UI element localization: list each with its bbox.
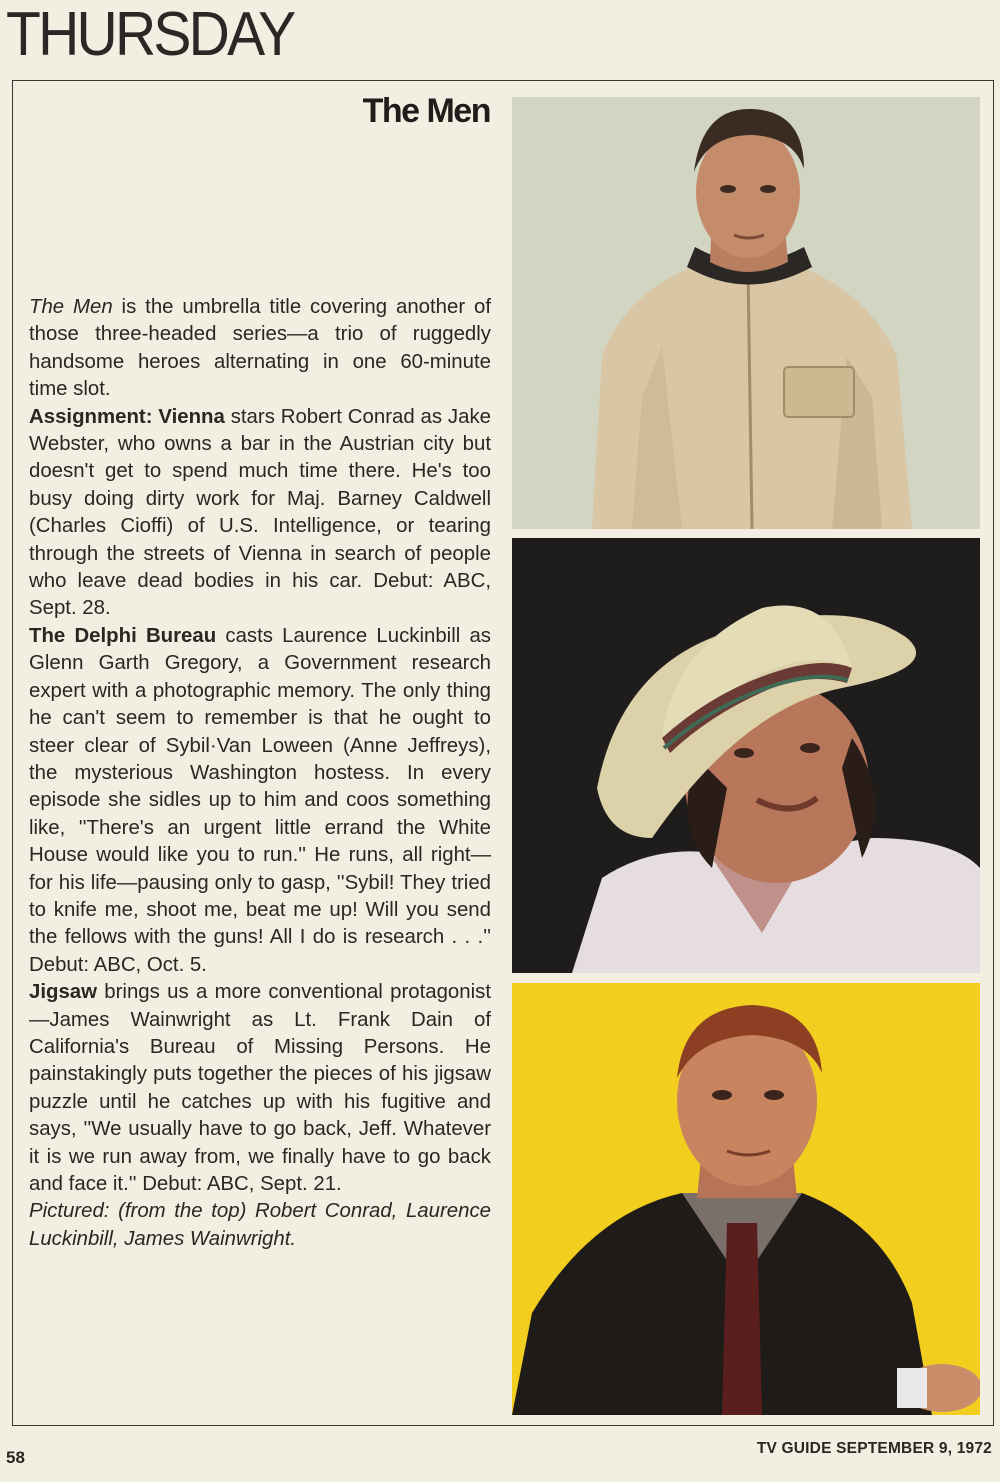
- section-assignment-vienna: [29, 404, 491, 623]
- intro-paragraph: [29, 294, 491, 404]
- article-body: [29, 294, 491, 1253]
- intro-text: is the umbrella title covering another of those three-headed series—a trio of ruggedly handsome heroes alternating in one 60-minute time slot.: [29, 296, 492, 401]
- section-title: Assignment: Vienna: [29, 405, 225, 428]
- page-number: 58: [6, 1448, 25, 1467]
- portrait-illustration: [512, 983, 980, 1415]
- section-text: stars Robert Conrad as Jake Webster, who owns a bar in the Austrian city but doesn't get to spend much time there. He's too busy doing dirty work for Maj. Barney Caldwell (Charles Cioffi) of U.S. Intelligence, or tearing through the streets of Vienna in search of people who leave dead bodies in his car. Debut: ABC, Sept. 28.: [29, 405, 491, 620]
- intro-lead: The Men: [29, 296, 113, 318]
- section-delphi-bureau: [29, 623, 491, 979]
- photo-laurence-luckinbill: [512, 538, 980, 973]
- section-jigsaw: [29, 979, 491, 1198]
- section-text: casts Laurence Luckinbill as Glenn Garth Gregory, a Government research expert with a photographic memory. The only thing he can't seem to remember is that he ought to steer clear of Sybil·Van Loween (Anne Jeffreys), the mysterious Washington hostess. In every episode she sidles up to him and coos something like, ''There's an urgent little errand the White House would like you to run.'' He runs, all right—for his life—pausing only to gasp, ''Sybil! They tried to knife me, shoot me, beat me up! Will you send the fellows with the guns! All I do is research . . .'' Debut: ABC, Oct. 5.: [29, 624, 491, 976]
- article-title: The Men: [362, 92, 490, 130]
- publication-footer: TV GUIDE SEPTEMBER 9, 1972: [756, 1440, 992, 1457]
- portrait-illustration: [512, 538, 980, 973]
- day-header: THURSDAY: [6, 0, 294, 69]
- section-text: brings us a more conventional protagonist—James Wainwright as Lt. Frank Dain of California's Bureau of Missing Persons. He painstakingly puts together the pieces of his jigsaw puzzle until he catches up with his fugitive and says, ''We usually have to go back, Jeff. Whatever it is we run away from, we finally have to go back and face it.'' Debut: ABC, Sept. 21.: [29, 981, 491, 1195]
- photo-james-wainwright: [512, 983, 980, 1415]
- photo-caption: Pictured: (from the top) Robert Conrad, Laurence Luckinbill, James Wainwright.: [29, 1200, 491, 1250]
- portrait-illustration: [512, 97, 980, 529]
- photo-robert-conrad: [512, 97, 980, 529]
- section-title: Jigsaw: [29, 981, 98, 1004]
- section-title: The Delphi Bureau: [29, 624, 217, 647]
